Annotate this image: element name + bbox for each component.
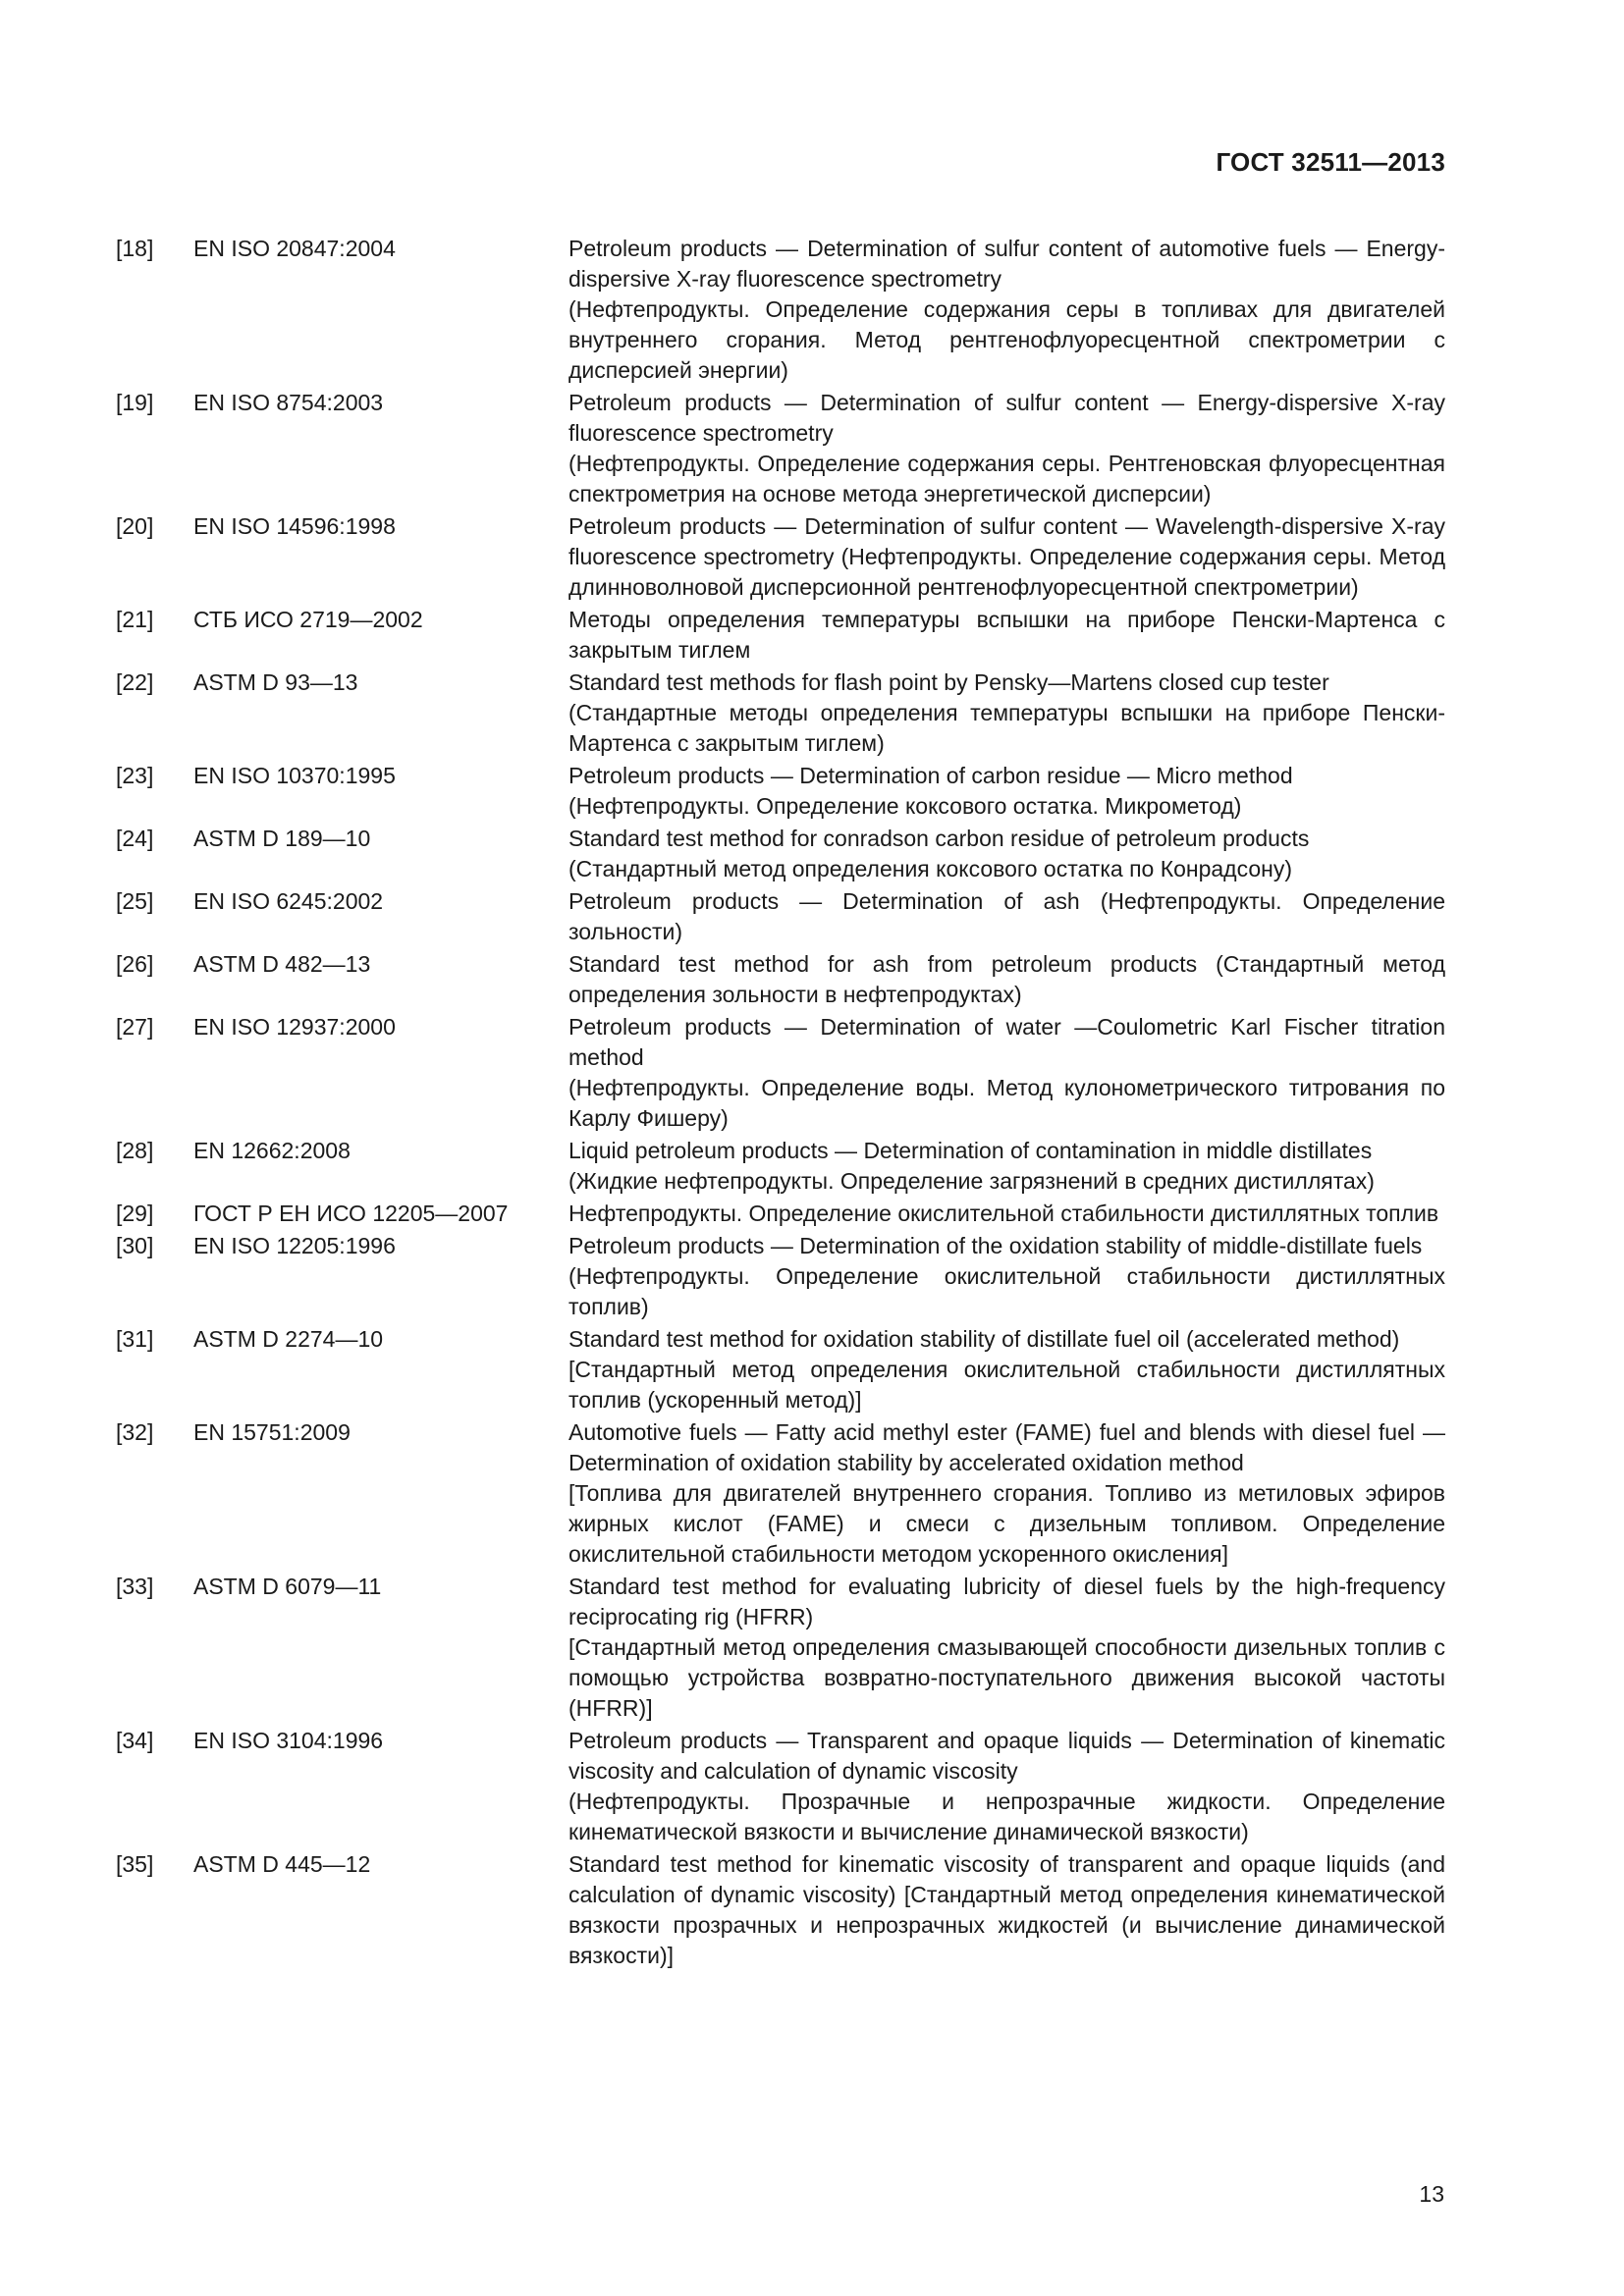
reference-entry — [116, 1572, 1445, 1724]
reference-number: [31] — [116, 1326, 154, 1352]
reference-number: [20] — [116, 513, 154, 539]
reference-title — [568, 1726, 1445, 1847]
reference-number: [19] — [116, 390, 154, 415]
reference-number: [28] — [116, 1138, 154, 1163]
reference-code: EN ISO 12205:1996 — [193, 1233, 396, 1258]
reference-title-line: (Нефтепродукты. Определение окислительной стабильности дистиллятных топлив) — [568, 1263, 1445, 1319]
reference-number: [24] — [116, 826, 154, 851]
reference-code: EN 12662:2008 — [193, 1138, 351, 1163]
reference-title-line: Standard test method for conradson carbon residue of petroleum products — [568, 826, 1310, 851]
reference-title-line: Petroleum products — Determination of sulfur content — Wavelength-dispersive X-ray fluorescence spectrometry (Нефтепродукты. Определение содержания серы. Метод длинноволновой дисперсионной рентгенофлуоресцентной спектрометрии) — [568, 513, 1445, 600]
reference-number: [26] — [116, 951, 154, 977]
reference-number: [22] — [116, 669, 154, 695]
reference-title — [568, 1324, 1445, 1415]
reference-title-line: Petroleum products — Determination of sulfur content of automotive fuels — Energy-dispersive X-ray fluorescence spectrometry — [568, 236, 1445, 292]
reference-number: [25] — [116, 888, 154, 914]
reference-number: [33] — [116, 1574, 154, 1599]
reference-title-line: (Нефтепродукты. Определение содержания серы в топливах для двигателей внутреннего сгорания. Метод рентгенофлуоресцентной спектрометрии с дисперсией энергии) — [568, 296, 1445, 383]
reference-entry — [116, 1199, 1445, 1229]
reference-title-line: (Нефтепродукты. Определение воды. Метод кулонометрического титрования по Карлу Фишеру) — [568, 1075, 1445, 1131]
reference-title-line: Liquid petroleum products — Determination of contamination in middle distillates — [568, 1138, 1373, 1163]
reference-code: ASTM D 445—12 — [193, 1851, 371, 1877]
reference-title-line: Standard test method for ash from petroleum products (Стандартный метод определения зольности в нефтепродуктах) — [568, 951, 1445, 1007]
reference-title — [568, 388, 1445, 509]
reference-list — [116, 234, 1445, 1973]
reference-code: EN 15751:2009 — [193, 1419, 351, 1445]
reference-number: [27] — [116, 1014, 154, 1040]
reference-title-line: Методы определения температуры вспышки на приборе Пенски-Мартенса с закрытым тиглем — [568, 607, 1445, 663]
reference-title-line: Standard test methods for flash point by Pensky—Martens closed cup tester — [568, 669, 1329, 695]
reference-title-line: Petroleum products — Determination of sulfur content — Energy-dispersive X-ray fluorescence spectrometry — [568, 390, 1445, 446]
reference-entry — [116, 1417, 1445, 1570]
reference-title — [568, 949, 1445, 1010]
reference-title-line: Petroleum products — Determination of ash (Нефтепродукты. Определение зольности) — [568, 888, 1445, 944]
reference-code: СТБ ИСО 2719—2002 — [193, 607, 423, 632]
reference-entry — [116, 388, 1445, 509]
reference-title-line: [Топлива для двигателей внутреннего сгорания. Топливо из метиловых эфиров жирных кислот (FAME) и смеси с дизельным топливом. Определение окислительной стабильности методом ускоренного окисления] — [568, 1480, 1445, 1567]
reference-entry — [116, 1012, 1445, 1134]
reference-title-line: (Нефтепродукты. Прозрачные и непрозрачные жидкости. Определение кинематической вязкости и вычисление динамической вязкости) — [568, 1789, 1445, 1844]
reference-title — [568, 234, 1445, 386]
reference-entry — [116, 667, 1445, 759]
reference-title — [568, 605, 1445, 666]
reference-title-line: [Стандартный метод определения смазывающей способности дизельных топлив с помощью устройства возвратно-поступательного движения высокой частоты (HFRR)] — [568, 1634, 1445, 1721]
reference-entry — [116, 1849, 1445, 1971]
reference-title — [568, 1012, 1445, 1134]
reference-title-line: [Стандартный метод определения окислительной стабильности дистиллятных топлив (ускоренный метод)] — [568, 1357, 1445, 1413]
reference-code: ГОСТ Р ЕН ИСО 12205—2007 — [193, 1201, 509, 1226]
reference-title — [568, 1417, 1445, 1570]
reference-title — [568, 667, 1445, 759]
reference-code: ASTM D 6079—11 — [193, 1574, 382, 1599]
reference-entry — [116, 234, 1445, 386]
reference-entry — [116, 824, 1445, 884]
reference-entry — [116, 761, 1445, 822]
reference-title — [568, 761, 1445, 822]
reference-code: EN ISO 6245:2002 — [193, 888, 384, 914]
reference-title — [568, 824, 1445, 884]
reference-number: [34] — [116, 1728, 154, 1753]
reference-title-line: (Нефтепродукты. Определение содержания серы. Рентгеновская флуоресцентная спектрометрия на основе метода энергетической дисперсии) — [568, 451, 1445, 507]
reference-title-line: Petroleum products — Determination of the oxidation stability of middle-distillate fuels — [568, 1233, 1423, 1258]
reference-code: ASTM D 189—10 — [193, 826, 371, 851]
reference-code: ASTM D 482—13 — [193, 951, 371, 977]
reference-title-line: Нефтепродукты. Определение окислительной стабильности дистиллятных топлив — [568, 1201, 1439, 1226]
reference-entry — [116, 1324, 1445, 1415]
reference-title — [568, 1231, 1445, 1322]
reference-title-line: Standard test method for evaluating lubricity of diesel fuels by the high-frequency reciprocating rig (HFRR) — [568, 1574, 1445, 1629]
reference-code: EN ISO 12937:2000 — [193, 1014, 396, 1040]
reference-title-line: Standard test method for oxidation stability of distillate fuel oil (accelerated method) — [568, 1326, 1400, 1352]
reference-title-line: Automotive fuels — Fatty acid methyl ester (FAME) fuel and blends with diesel fuel — Determination of oxidation stability by accelerated oxidation method — [568, 1419, 1445, 1475]
reference-title-line: Petroleum products — Determination of water —Coulometric Karl Fischer titration method — [568, 1014, 1445, 1070]
reference-title — [568, 886, 1445, 947]
reference-title-line: Petroleum products — Transparent and opaque liquids — Determination of kinematic viscosity and calculation of dynamic viscosity — [568, 1728, 1445, 1784]
reference-number: [35] — [116, 1851, 154, 1877]
reference-title-line: Petroleum products — Determination of carbon residue — Micro method — [568, 763, 1293, 788]
reference-code: ASTM D 93—13 — [193, 669, 358, 695]
reference-number: [23] — [116, 763, 154, 788]
reference-title-line: (Стандартные методы определения температуры вспышки на приборе Пенски-Мартенса с закрытым тиглем) — [568, 700, 1445, 756]
reference-title-line: (Нефтепродукты. Определение коксового остатка. Микрометод) — [568, 793, 1242, 819]
reference-title — [568, 1572, 1445, 1724]
document-header: ГОСТ 32511—2013 — [1216, 147, 1445, 177]
reference-entry — [116, 511, 1445, 603]
reference-code: EN ISO 3104:1996 — [193, 1728, 384, 1753]
reference-code: EN ISO 20847:2004 — [193, 236, 396, 261]
reference-code: EN ISO 8754:2003 — [193, 390, 384, 415]
reference-title-line: (Жидкие нефтепродукты. Определение загрязнений в средних дистиллятах) — [568, 1168, 1375, 1194]
reference-number: [32] — [116, 1419, 154, 1445]
reference-number: [29] — [116, 1201, 154, 1226]
reference-title — [568, 1199, 1445, 1229]
reference-number: [21] — [116, 607, 154, 632]
reference-number: [18] — [116, 236, 154, 261]
reference-code: EN ISO 10370:1995 — [193, 763, 396, 788]
reference-entry — [116, 1726, 1445, 1847]
reference-title — [568, 1136, 1445, 1197]
reference-entry — [116, 605, 1445, 666]
page-number: 13 — [1419, 2181, 1444, 2207]
reference-title-line: (Стандартный метод определения коксового остатка по Конрадсону) — [568, 856, 1293, 881]
reference-code: ASTM D 2274—10 — [193, 1326, 384, 1352]
reference-entry — [116, 949, 1445, 1010]
reference-entry — [116, 1231, 1445, 1322]
reference-title-line: Standard test method for kinematic viscosity of transparent and opaque liquids (and calculation of dynamic viscosity) [Стандартный метод определения кинематической вязкости прозрачных и непрозрачных жидкостей (и вычисление динамической вязкости)] — [568, 1851, 1445, 1968]
reference-entry — [116, 1136, 1445, 1197]
reference-code: EN ISO 14596:1998 — [193, 513, 396, 539]
reference-title — [568, 511, 1445, 603]
reference-title — [568, 1849, 1445, 1971]
reference-entry — [116, 886, 1445, 947]
reference-number: [30] — [116, 1233, 154, 1258]
